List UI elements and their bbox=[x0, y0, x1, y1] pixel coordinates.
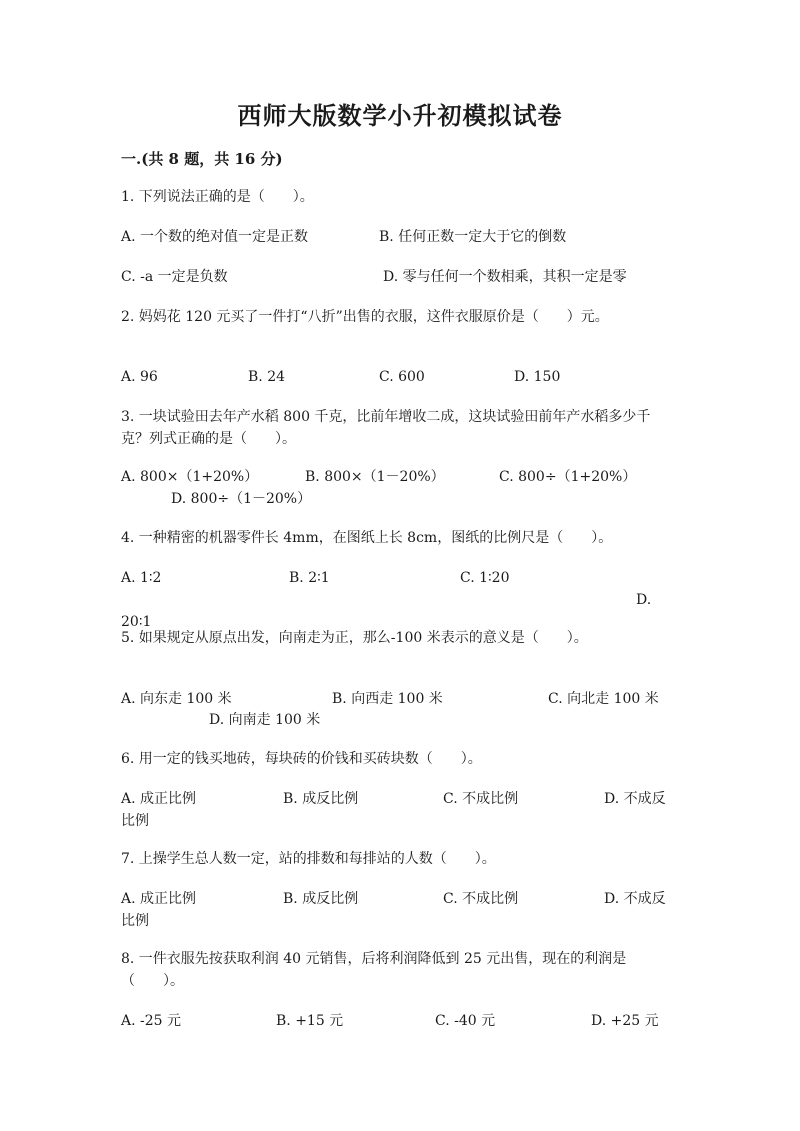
question-5-stem: 5. 如果规定从原点出发，向南走为正，那么-100 米表示的意义是（ ）。 bbox=[121, 630, 588, 646]
question-5-option-c: C. 向北走 100 米 bbox=[548, 691, 659, 707]
question-6-option-c: C. 不成比例 bbox=[443, 791, 519, 807]
question-8-option-c: C. -40 元 bbox=[435, 1013, 496, 1029]
question-4-option-c: C. 1∶20 bbox=[460, 570, 510, 586]
question-6-option-a: A. 成正比例 bbox=[121, 791, 197, 807]
question-1-stem: 1. 下列说法正确的是（ ）。 bbox=[121, 189, 314, 205]
question-7-stem: 7. 上操学生总人数一定，站的排数和每排站的人数（ ）。 bbox=[121, 851, 496, 867]
question-1-option-c: C. -a 一定是负数 bbox=[121, 269, 228, 285]
question-1-option-d: D. 零与任何一个数相乘，其积一定是零 bbox=[383, 269, 627, 285]
exam-title: 西师大版数学小升初模拟试卷 bbox=[237, 101, 563, 130]
question-2-option-c: C. 600 bbox=[379, 369, 425, 385]
question-8-stem: 8. 一件衣服先按获取利润 40 元销售，后将利润降低到 25 元出售，现在的利润是（ ）。 bbox=[121, 951, 627, 989]
question-4-option-b: B. 2∶1 bbox=[289, 570, 330, 586]
question-7-option-c: C. 不成比例 bbox=[443, 891, 519, 907]
question-3-stem: 3. 一块试验田去年产水稻 800 千克，比前年增收二成，这块试验田前年产水稻多少千克？列式正确的是（ ）。 bbox=[121, 409, 651, 447]
section-header: 一.(共 8 题，共 16 分) bbox=[121, 150, 283, 168]
question-4-option-d: D. 20∶1 bbox=[121, 592, 652, 630]
question-7-option-b: B. 成反比例 bbox=[283, 891, 359, 907]
question-5-option-a: A. 向东走 100 米 bbox=[121, 691, 232, 707]
question-3-option-a: A. 800×（1+20%） bbox=[121, 469, 259, 485]
question-6-stem: 6. 用一定的钱买地砖，每块砖的价钱和买砖块数（ ）。 bbox=[121, 751, 482, 767]
question-4-option-a: A. 1∶2 bbox=[121, 570, 162, 586]
question-7-option-d: D. 不成反比例 bbox=[121, 891, 666, 929]
question-6-option-b: B. 成反比例 bbox=[283, 791, 359, 807]
question-2-option-b: B. 24 bbox=[248, 369, 286, 385]
question-3-option-c: C. 800÷（1+20%） bbox=[499, 469, 637, 485]
question-7-option-a: A. 成正比例 bbox=[121, 891, 197, 907]
question-2-option-a: A. 96 bbox=[121, 369, 158, 385]
question-2-stem: 2. 妈妈花 120 元买了一件打“八折”出售的衣服，这件衣服原价是（ ）元。 bbox=[121, 309, 609, 325]
question-1-option-a: A. 一个数的绝对值一定是正数 bbox=[121, 229, 309, 245]
question-8-option-b: B. +15 元 bbox=[276, 1013, 344, 1029]
question-6-option-d: D. 不成反比例 bbox=[121, 791, 666, 829]
question-1-option-b: B. 任何正数一定大于它的倒数 bbox=[379, 229, 567, 245]
question-8-option-d: D. +25 元 bbox=[591, 1013, 659, 1029]
question-3-option-d: D. 800÷（1－20%） bbox=[171, 491, 312, 507]
question-5-option-d: D. 向南走 100 米 bbox=[209, 712, 321, 728]
question-3-option-b: B. 800×（1－20%） bbox=[305, 469, 445, 485]
question-4-stem: 4. 一种精密的机器零件长 4mm，在图纸上长 8cm，图纸的比例尺是（ ）。 bbox=[121, 530, 613, 546]
question-8-option-a: A. -25 元 bbox=[121, 1013, 182, 1029]
question-2-option-d: D. 150 bbox=[514, 369, 561, 385]
question-5-option-b: B. 向西走 100 米 bbox=[332, 691, 443, 707]
